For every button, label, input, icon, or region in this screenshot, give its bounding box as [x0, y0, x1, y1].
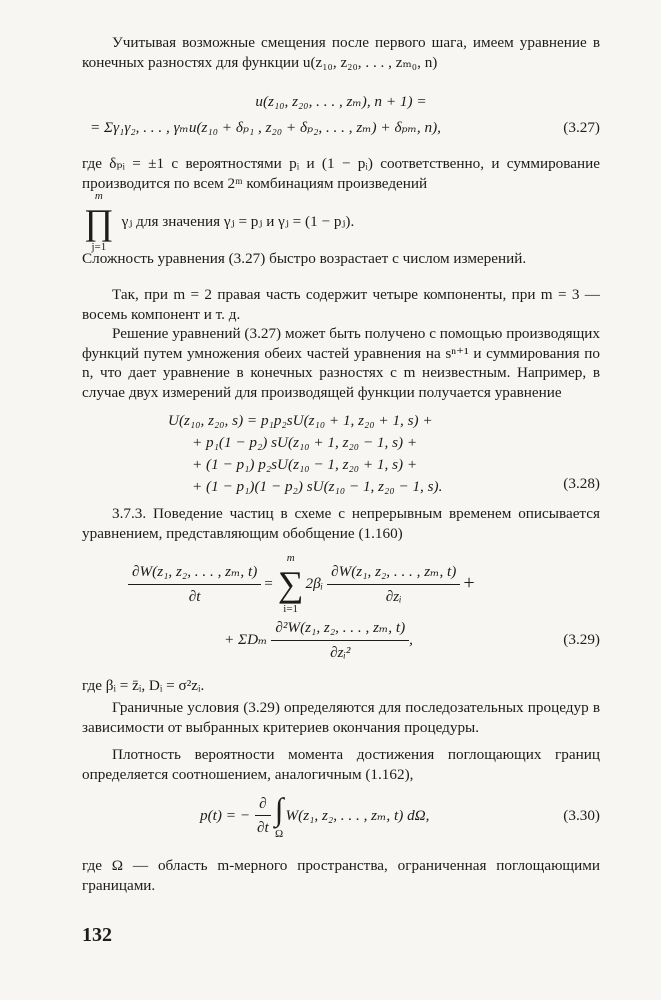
product-operator	[84, 190, 114, 254]
lhs-numerator: ∂W(z₁, z₂, . . . , zₘ, t)	[128, 562, 261, 585]
integral-domain: Ω	[275, 828, 284, 840]
integral-symbol: ∫	[274, 791, 284, 827]
paragraph-delta-definition: где δₚᵢ = ±1 с вероятностями pᵢ и (1 − pᵢ) соответственно, и суммирование производится по всем 2ᵐ комбинациям произведений	[82, 155, 600, 192]
product-text: γⱼ для значения γⱼ = pⱼ и γⱼ = (1 − pⱼ).	[121, 213, 355, 231]
paragraph-beta-definition: где βᵢ = z̄ᵢ, Dᵢ = σ²zᵢ.	[82, 677, 205, 694]
equation-number: (3.29)	[563, 631, 600, 649]
equation-3-28	[168, 410, 600, 498]
equation-3-28-line-2: + p₁(1 − p₂) sU(z₁₀ + 1, z₂₀ − 1, s) +	[192, 434, 418, 451]
eq330-denominator: ∂t	[257, 819, 269, 836]
equation-3-29-line-1	[128, 552, 600, 616]
equals-sign: =	[264, 575, 273, 593]
diffusion-denominator: ∂zᵢ²	[330, 643, 351, 661]
sum-upper-limit: m	[286, 552, 295, 564]
sum-lower-limit: i=1	[283, 603, 299, 615]
product-upper-limit: m	[94, 190, 103, 202]
eq330-lhs: p(t) = −	[200, 806, 251, 824]
equation-3-30	[200, 790, 600, 841]
rhs-numerator: ∂W(z₁, z₂, . . . , zₘ, t)	[327, 562, 460, 585]
equation-3-29-line-2	[224, 618, 600, 662]
paragraph-components: Так, при m = 2 правая часть содержит четыре компоненты, при m = 3 — восемь компонент и т. д.	[82, 286, 600, 323]
eq330-numerator: ∂	[255, 794, 271, 817]
sum-operator	[278, 552, 304, 616]
trailing-comma: ,	[409, 631, 413, 649]
lhs-fraction	[128, 562, 261, 606]
diffusion-prefix: + ΣDₘ	[224, 631, 268, 649]
equation-text: = Σγ₁γ₂, . . . , γₘu(z₁₀ + δₚ₁ , z₂₀ + δₚ₂, . . . , zₘ) + δₚₘ, n),	[90, 119, 441, 136]
paragraph-probability-density: Плотность вероятности момента достижения поглощающих границ определяется соотношением, аналогичным (1.162),	[82, 746, 600, 783]
equation-3-28-line-3: + (1 − p₁) p₂sU(z₁₀ − 1, z₂₀ + 1, s) +	[192, 456, 418, 473]
paragraph-section-3-7-3: 3.7.3. Поведение частиц в схеме с непрерывным временем описывается уравнением, представляющим обобщение (1.160)	[82, 505, 600, 542]
sum-symbol: ∑	[277, 564, 304, 604]
product-lower-limit: j=1	[91, 241, 107, 253]
diffusion-numerator: ∂²W(z₁, z₂, . . . , zₘ, t)	[271, 618, 409, 641]
paragraph-complexity: Сложность уравнения (3.27) быстро возрастает с числом измерений.	[82, 250, 527, 267]
rhs-denominator: ∂zᵢ	[385, 587, 402, 605]
equation-3-28-line-4: + (1 − p₁)(1 − p₂) sU(z₁₀ − 1, z₂₀ − 1, s).	[192, 478, 443, 495]
equation-3-27-line-2	[82, 118, 600, 138]
eq330-rhs: W(z₁, z₂, . . . , zₘ, t) dΩ,	[285, 806, 430, 824]
equation-3-28-line-1: U(z₁₀, z₂₀, s) = p₁p₂sU(z₁₀ + 1, z₂₀ + 1, s) +	[168, 412, 433, 429]
lhs-denominator: ∂t	[188, 587, 201, 605]
paragraph-generating-functions: Решение уравнений (3.27) может быть получено с помощью производящих функций путем умножения обеих частей уравнения на sⁿ⁺¹ и суммирования по n, что дает уравнение в конечных разностях с m неизвестным. Например, в случае двух измерений для производящей функции получается уравнение	[82, 325, 600, 401]
paragraph-intro: Учитывая возможные смещения после первого шага, имеем уравнение в конечных разностях для функции u(z₁₀, z₂₀, . . . , zₘ₀, n)	[82, 34, 600, 71]
eq330-fraction	[253, 794, 273, 838]
paragraph-omega-definition: где Ω — область m-мерного пространства, ограниченная поглощающими границами.	[82, 857, 600, 894]
page-number: 132	[82, 924, 112, 946]
diffusion-fraction	[271, 618, 409, 662]
equation-number: (3.30)	[563, 806, 600, 824]
equation-number: (3.28)	[563, 475, 600, 492]
product-symbol: ∏	[84, 202, 114, 242]
rhs-fraction	[327, 562, 460, 606]
product-line	[82, 190, 600, 254]
equation-3-27-line-1	[82, 92, 600, 112]
integral-operator	[275, 790, 284, 841]
plus-sign: +	[463, 572, 475, 595]
equation-text: u(z₁₀, z₂₀, . . . , zₘ), n + 1) =	[255, 93, 427, 110]
sum-coefficient: 2βᵢ	[305, 575, 324, 593]
equation-number: (3.27)	[563, 119, 600, 136]
paragraph-boundary-conditions: Граничные условия (3.29) определяются для последозательных процедур в зависимости от выбранных критериев окончания процедуры.	[82, 699, 600, 736]
